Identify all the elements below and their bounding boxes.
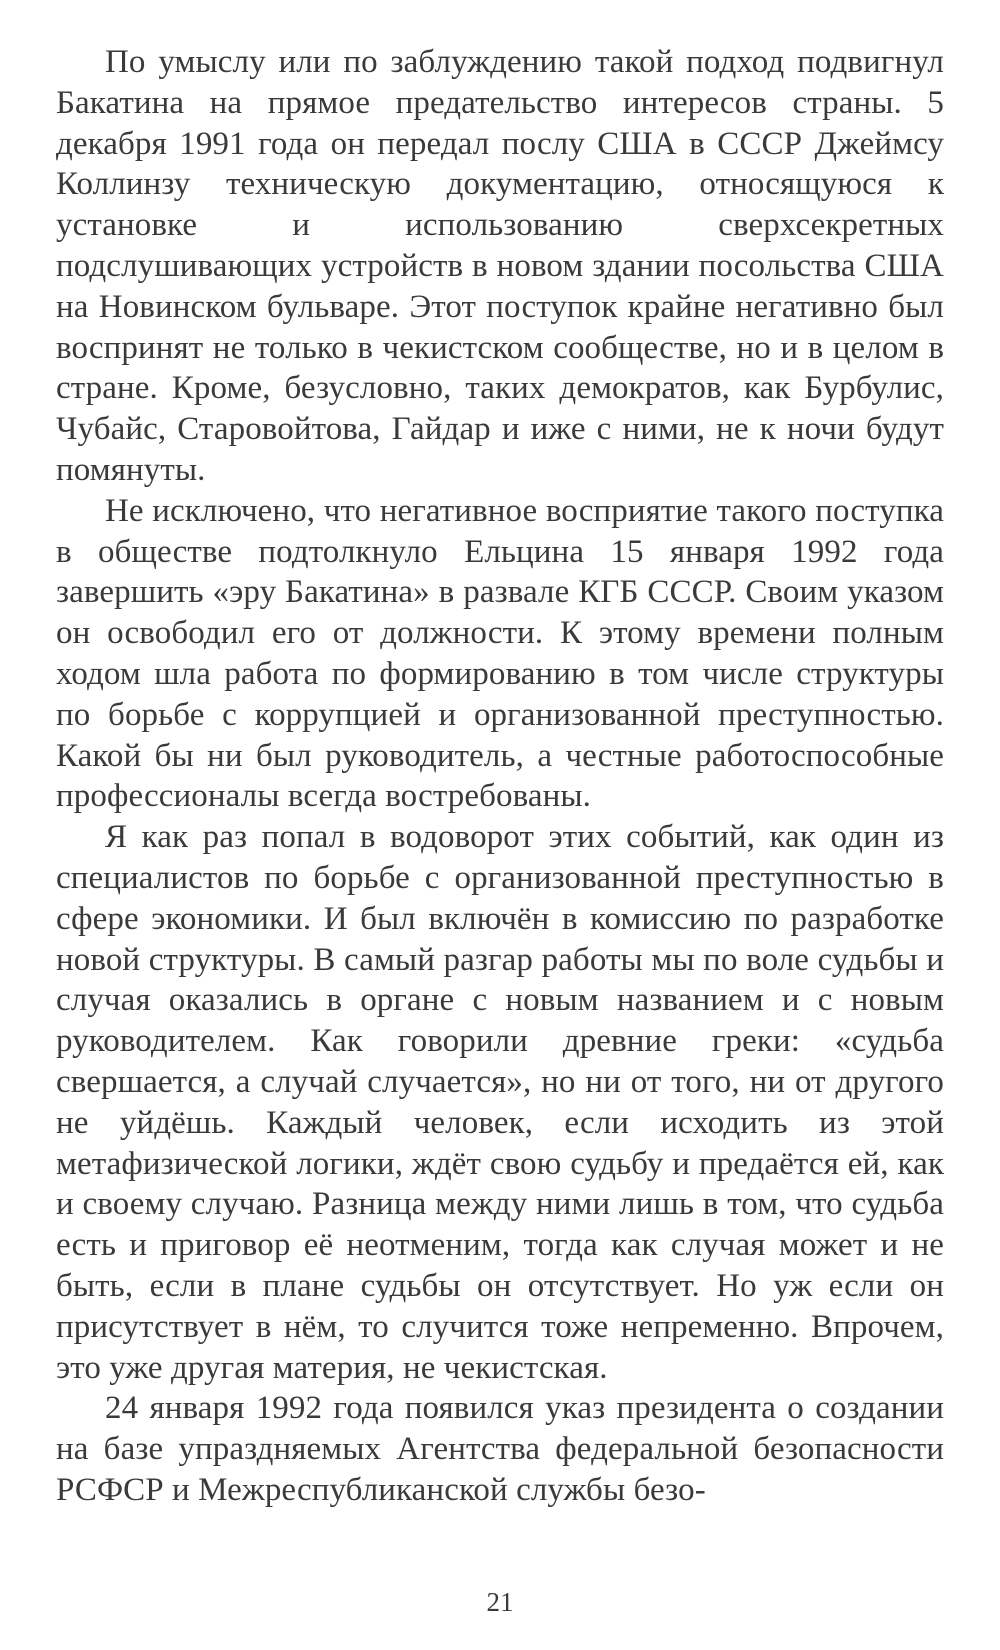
paragraph-2: Не исключено, что негативное восприятие такого поступка в обществе подтолкнуло Ельцина 15 января 1992 года завершить «эру Бакатина» в развале КГБ СССР. Своим указом он освободил его от должности. К этому времени полным ходом шла работа по формированию в том числе структуры по борьбе с коррупцией и организованной преступностью. Какой бы ни был руководитель, а честные работоспособные профессионалы всегда востребованы. (56, 492, 944, 815)
paragraph-3: Я как раз попал в водоворот этих событий, как один из специалистов по борьбе с организованной преступностью в сфере экономики. И был включён в комиссию по разработке новой структуры. В самый разгар работы мы по воле судьбы и случая оказались в органе с новым названием и с новым руководителем. Как говорили древние греки: «судьба свершается, а случай случается», но ни от того, ни от другого не уйдёшь. Каждый человек, если исходить из этой метафизической логики, ждёт свою судьбу и предаётся ей, как и своему случаю. Разница между ними лишь в том, что судьба есть и приговор её неотменим, тогда как случая может и не быть, если в плане судьбы он отсутствует. Но уж если он присутствует в нём, то случится тоже непременно. Впрочем, это уже другая материя, не чекистская. (56, 819, 944, 1386)
paragraph-4: 24 января 1992 года появился указ президента о создании на базе упраздняемых Агентства федеральной безопасности РСФСР и Межреспубликанской службы безо- (56, 1390, 944, 1508)
page-number: 21 (486, 1587, 514, 1617)
paragraph-1: По умыслу или по заблуждению такой подход подвигнул Бакатина на прямое предательство интересов страны. 5 декабря 1991 года он передал послу США в СССР Джеймсу Коллинзу техническую документацию, относящуюся к установке и использованию сверхсекретных подслушивающих устройств в новом здании посольства США на Новинском бульваре. Этот поступок крайне негативно был воспринят не только в чекистском сообществе, но и в целом в стране. Кроме, безусловно, таких демократов, как Бурбулис, Чубайс, Старовойтова, Гайдар и иже с ними, не к ночи будут помянуты. (56, 44, 944, 488)
